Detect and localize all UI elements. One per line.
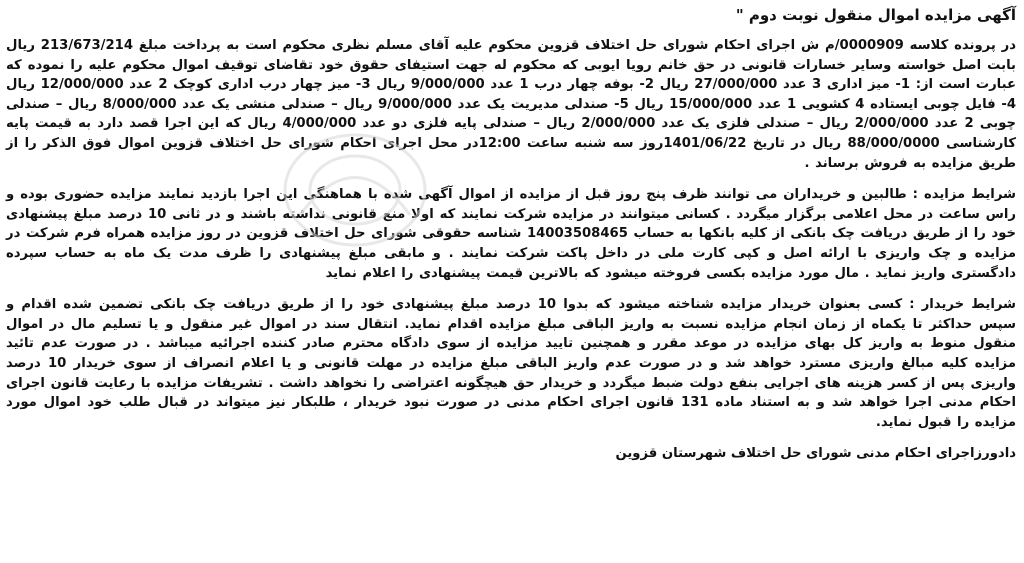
- buyer-conditions-paragraph: شرایط خریدار : کسی بعنوان خریدار مزایده شناخته میشود که بدوا 10 درصد مبلغ پیشنهادی خود را از طریق دریافت چک بانکی تضمین شده اقدام و سپس حداکثر تا یکماه از زمان انجام مزایده نسبت به واریز الباقی مبلغ مزایده اقدام نماید. انتقال سند در اموال غیر منقول و یا تسلیم مال در اموال منقول منوط به واریز کل بهای مزایده در موعد مقرر و همچنین تایید مزایده از سوی دادگاه محترم صادر کننده اجرائیه میباشد . در صورت عدم تائید مزایده کلیه مبالغ واریزی مسترد خواهد شد و در صورت عدم واریز الباقی مبلغ مزایده در مهلت قانونی و یا اعلام انصراف از سوی خریدار 10 درصد واریزی پس از کسر هزینه های اجرایی بنفع دولت ضبط میگردد و خریدار حق هیچگونه اعتراضی را نخواهد داشت . تشریفات مزایده با رعایت قانون اجرای احکام مدنی اجرا خواهد شد و به استناد ماده 131 قانون اجرای احکام مدنی در صورت نبود خریدار ، طلبکار نیز میتواند در قبال طلب خود اموال مورد مزایده را قبول نماید.: [6, 297, 1017, 430]
- auction-notice: [6, 4, 1016, 556]
- issuer-signature: دادورزاجرای احکام مدنی شورای حل اختلاف شهرستان قزوین: [615, 446, 1016, 462]
- auction-conditions-paragraph: شرایط مزایده : طالبین و خریداران می توانند ظرف پنج روز قبل از مزایده از اموال آگهی شده با هماهنگی این اجرا بازدید نمایند مزایده حضوری بوده و راس ساعت در محل اعلامی برگزار میگردد . کسانی میتوانند در مزایده شرکت نمایند که اولا منع قانونی نداشته باشند و در ثانی 10 درصد مبلغ پیشنهادی خود را از طریق دریافت چک بانکی از کلیه بانکها به حساب 14003508465 شناسه حقوقی شورای حل اختلاف قزوین در روز مزایده همراه فرم شرکت در مزایده و چک واریزی با ارائه اصل و کپی کارت ملی در داخل پاکت شرکت نمایند . و مابقی مبلغ پیشنهادی را ظرف مدت یک ماه به حساب سپرده دادگستری واریز نماید . مال مورد مزایده بکسی فروخته میشود که بالاترین قیمت پیشنهادی را اعلام نماید: [6, 187, 1016, 281]
- notice-title: آگهی مزایده اموال منقول نوبت دوم ": [735, 6, 1016, 24]
- case-details-paragraph: در پرونده کلاسه 0000909/م ش اجرای احکام شورای حل اختلاف قزوین محکوم علیه آقای مسلم نظری محکوم است به پرداخت مبلغ 213/673/214 ریال بابت اصل خواسته وسایر خسارات قانونی در حق خانم رویا ایوبی که محکوم له جهت استیفای حقوق خود تقاضای توقیف اموال محکوم علیه را نموده که عبارت است از: 1- میز اداری 3 عدد 27/000/000 ریال 2- بوفه چهار درب 1 عدد 9/000/000 ریال 3- میز چهار درب اداری کوچک 2 عدد 12/000/000 ریال 4- فایل چوبی ایستاده 4 کشویی 1 عدد 15/000/000 ریال 5- صندلی مدیریت یک عدد 9/000/000 ریال – صندلی منشی یک عدد 8/000/000 ریال – صندلی چوبی 2 عدد 2/000/000 ریال – صندلی فلزی یک عدد 2/000/000 ریال – صندلی پایه فلزی دو عدد 4/000/000 ریال که این اجرا قصد دارد به قیمت پایه کارشناسی 88/000/0000 ریال در تاریخ 1401/06/22روز سه شنبه ساعت 12:00در محل اجرای احکام شورای حل اختلاف قزوین اموال فوق الذکر را از طریق مزایده به فروش برساند .: [6, 38, 1017, 171]
